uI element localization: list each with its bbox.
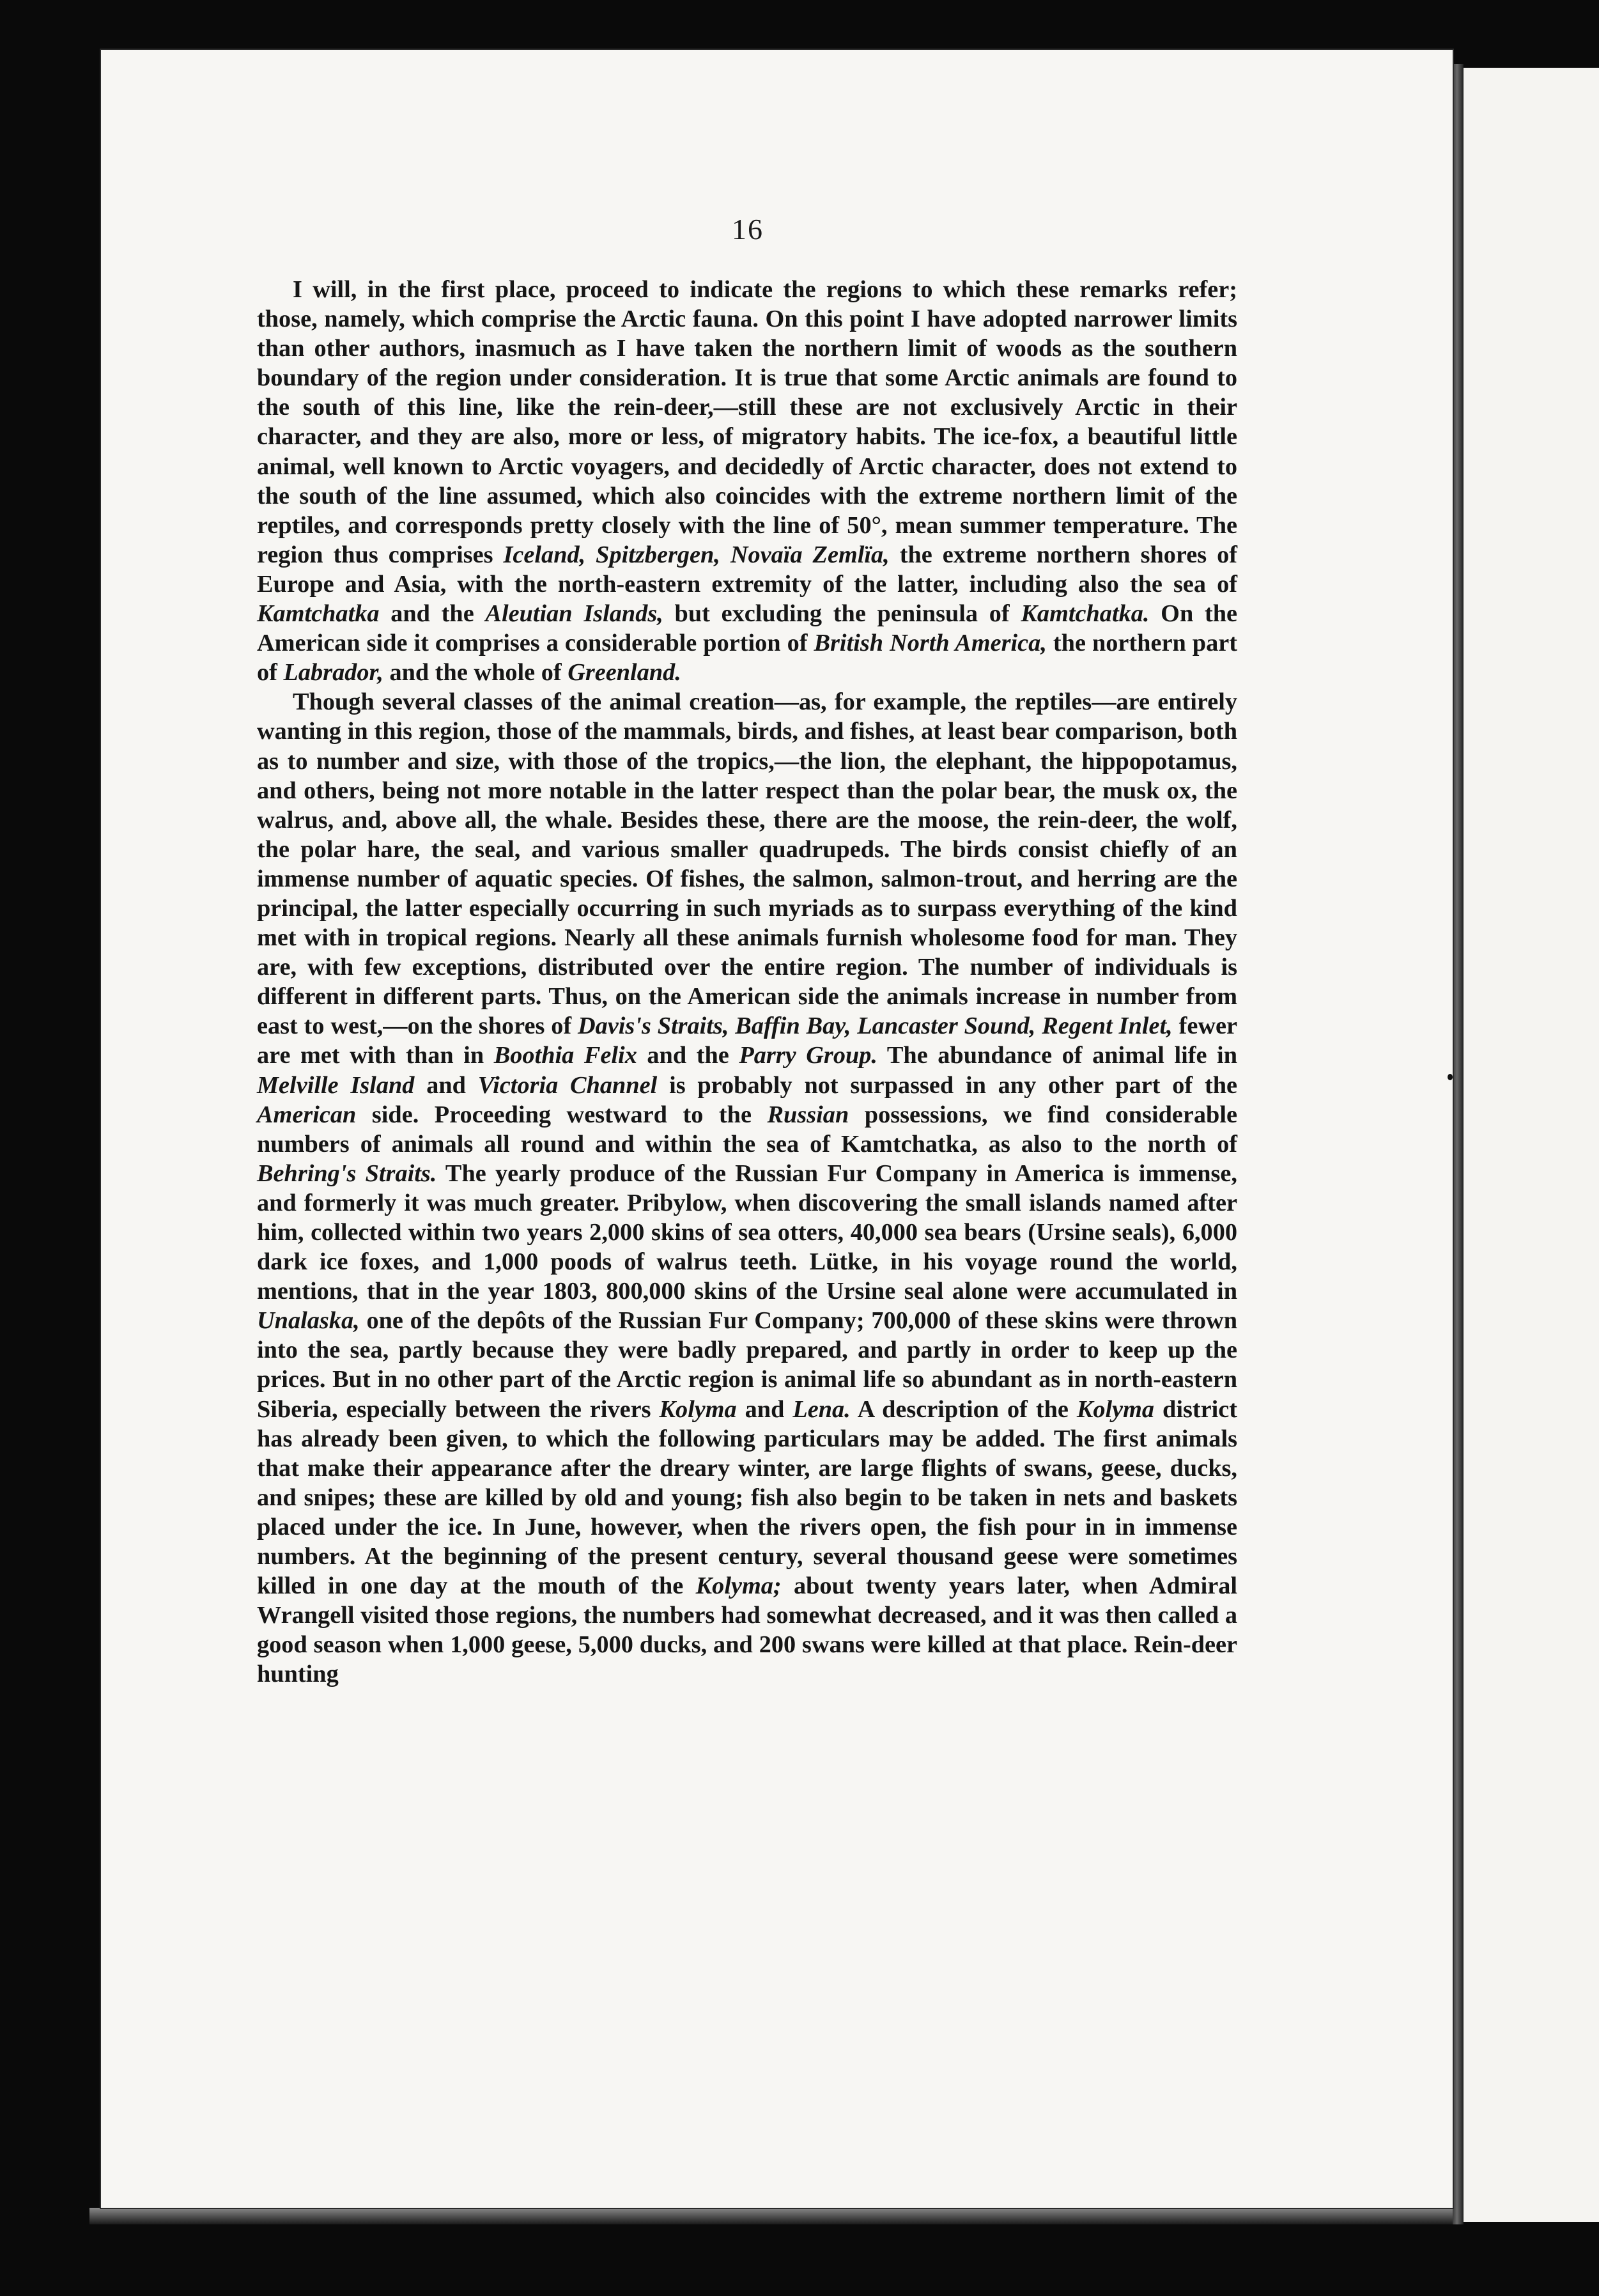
text-run: and: [736, 1395, 793, 1423]
italic-run: Davis's Straits, Baffin Bay, Lancaster Sound, Regent Inlet,: [577, 1012, 1173, 1040]
text-run: but excluding the peninsula of: [663, 600, 1021, 628]
text-run: and the: [637, 1042, 739, 1069]
text-run: district has already been given, to which the following particulars may be added. The first animals that make their appearance after the dreary winter, are large flights of swans, geese, ducks, and snipes; these are killed by old and young; fish also begin to be taken in nets and baskets placed under the ice. In June, however, when the rivers open, the fish pour in in immense numbers. At the beginning of the present century, several thousand geese were sometimes killed in one day at the mouth of the: [257, 1395, 1238, 1600]
text-run: about twenty years later, when Admiral Wrangell visited those regions, the numbers had somewhat decreased, and it was then called a good season when 1,000 geese, 5,000 ducks, and 200 swans were killed at that place. Rein-deer hunting: [257, 1572, 1238, 1688]
italic-run: Russian: [767, 1101, 849, 1128]
text-run: The abundance of animal life in: [877, 1042, 1237, 1069]
text-run: fewer are met with than in: [257, 1012, 1237, 1069]
italic-run: Kamtchatka.: [1021, 600, 1150, 628]
paragraph-2: [257, 687, 1237, 1689]
italic-run: Behring's Straits.: [257, 1160, 437, 1187]
italic-run: Boothia Felix: [493, 1042, 637, 1069]
text-run: the extreme northern shores of Europe and Asia, with the north-eastern extremity of the latter, including also the sea of: [257, 541, 1238, 598]
book-gutter: [1453, 64, 1464, 2224]
body-text: [257, 275, 1237, 1689]
italic-run: Melville Island: [257, 1071, 415, 1099]
ink-speck: [1448, 1074, 1453, 1080]
text-run: one of the depôts of the Russian Fur Company; 700,000 of these skins were thrown into the sea, partly because they were badly prepared, and partly in order to keep up the prices. But in no other part of the Arctic region is animal life so abundant as in north-eastern Siberia, especially between the rivers: [257, 1307, 1237, 1423]
text-run: A description of the: [850, 1395, 1077, 1423]
text-run: The yearly produce of the Russian Fur Company in America is immense, and formerly it was much greater. Pribylow, when discovering the small islands named after him, collected within two years 2,000 skins of sea otters, 40,000 sea bears (Ursine seals), 6,000 dark ice foxes, and 1,000 poods of walrus teeth. Lütke, in his voyage round the world, mentions, that in the year 1803, 800,000 skins of the Ursine seal alone were accumulated in: [257, 1160, 1238, 1305]
text-run: I will, in the first place, proceed to indicate the regions to which these remarks refer; those, namely, which comprise the Arctic fauna. On this point I have adopted narrower limits than other authors, inasmuch as I have taken the northern limit of woods as the southern boundary of the region under consideration. It is true that some Arctic animals are found to the south of this line, like the rein-deer,—still these are not exclusively Arctic in their character, and they are also, more or less, of migratory habits. The ice-fox, a beautiful little animal, well known to Arctic voyagers, and decidedly of Arctic character, does not extend to the south of the line assumed, which also coincides with the extreme northern limit of the reptiles, and corresponds pretty closely with the line of 50°, mean summer temperature. The region thus comprises: [257, 276, 1237, 568]
text-run: On the American side it comprises a considerable portion of: [257, 600, 1237, 657]
italic-run: Kolyma;: [695, 1572, 782, 1600]
text-run: is probably not surpassed in any other part of the: [657, 1071, 1237, 1099]
italic-run: Aleutian Islands,: [485, 600, 663, 628]
italic-run: Kolyma: [659, 1395, 737, 1423]
text-run: Though several classes of the animal creation—as, for example, the reptiles—are entirely wanting in this region, those of the mammals, birds, and fishes, at least bear comparison, both as to number and size, with those of the tropics,—the lion, the elephant, the hippopotamus, and others, being not more notable in the latter respect than the polar bear, the musk ox, the walrus, and, above all, the whale. Besides these, there are the moose, the rein-deer, the wolf, the polar hare, the seal, and various smaller quadrupeds. The birds consist chiefly of an immense number of aquatic species. Of fishes, the salmon, salmon-trout, and herring are the principal, the latter especially occurring in such myriads as to surpass everything of the kind met with in tropical regions. Nearly all these animals furnish wholesome food for man. They are, with few exceptions, distributed over the entire region. The number of individuals is different in different parts. Thus, on the American side the animals increase in number from east to west,—on the shores of: [257, 688, 1237, 1040]
italic-run: Kolyma: [1076, 1395, 1155, 1423]
page-bottom-edge: [89, 2208, 1464, 2224]
italic-run: Labrador,: [283, 659, 383, 686]
text-run: and the whole of: [383, 659, 568, 686]
italic-run: Greenland.: [568, 659, 681, 686]
facing-page: [1464, 68, 1599, 2222]
italic-run: Lena.: [792, 1395, 851, 1423]
italic-run: Unalaska,: [257, 1307, 360, 1335]
italic-run: Victoria Channel: [477, 1071, 658, 1099]
italic-run: Parry Group.: [739, 1042, 877, 1069]
text-run: and: [414, 1071, 478, 1099]
text-run: side. Proceeding westward to the: [356, 1101, 768, 1128]
page-number: 16: [732, 213, 764, 245]
italic-run: American: [257, 1101, 357, 1128]
text-run: and the: [379, 600, 486, 628]
italic-run: Kamtchatka: [257, 600, 380, 628]
italic-run: British North America,: [814, 630, 1047, 657]
text-run: possessions, we find considerable numbers of animals all round and within the sea of Kamtchatka, as also to the north of: [257, 1101, 1237, 1158]
italic-run: Iceland, Spitzbergen, Novaïa Zemlïa,: [503, 541, 890, 568]
text-run: the northern part of: [257, 630, 1237, 686]
paragraph-1: [257, 275, 1237, 687]
